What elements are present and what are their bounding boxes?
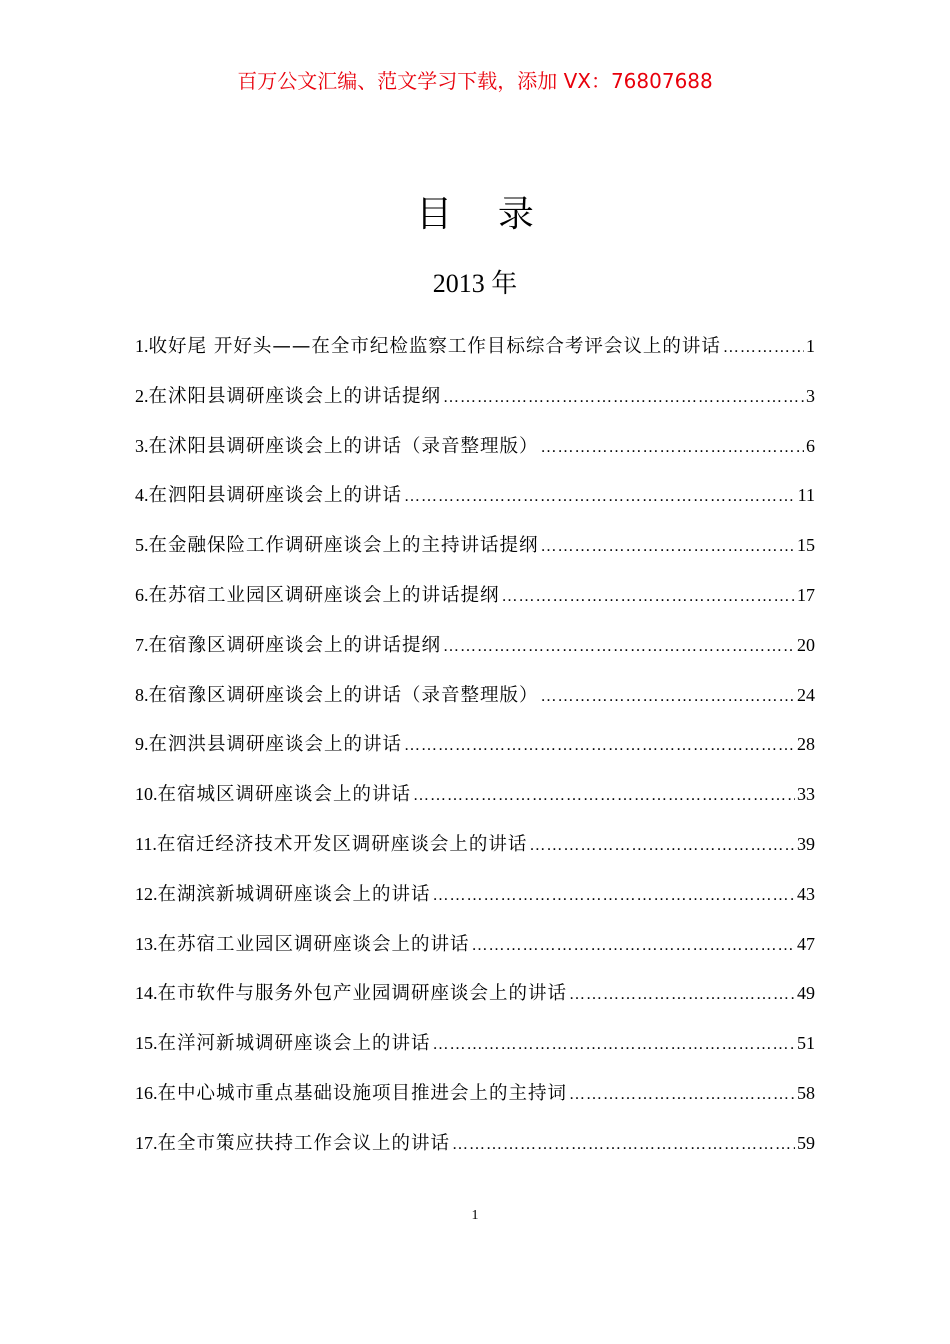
toc-entry[interactable] — [135, 1076, 815, 1126]
toc-entry-title: 在市软件与服务外包产业园调研座谈会上的讲话 — [157, 983, 568, 1005]
toc-entry-number: 14. — [135, 983, 158, 1004]
toc-entry[interactable] — [135, 429, 815, 479]
toc-entry-page: 6 — [806, 435, 815, 456]
toc-entry[interactable] — [135, 678, 815, 728]
toc-entry-page: 1 — [806, 336, 815, 356]
toc-entry-page: 59 — [797, 1132, 815, 1153]
toc-entry-page: 39 — [797, 833, 815, 854]
toc-entry-number: 15. — [135, 1033, 158, 1054]
toc-entry[interactable] — [135, 578, 815, 628]
toc-entry[interactable] — [135, 379, 815, 429]
toc-entry-page: 17 — [797, 584, 815, 605]
page-title: 目 录 — [416, 194, 534, 235]
toc-entry[interactable] — [135, 927, 815, 977]
year-heading: 2013 年 — [432, 269, 518, 298]
dot-leader — [541, 680, 795, 714]
toc-entry-title: 收好尾 开好头——在全市纪检监察工作目标综合考评会议上的讲话 — [148, 336, 721, 357]
toc-entry-page: 33 — [797, 784, 815, 805]
dot-leader — [502, 580, 795, 614]
dot-leader — [443, 630, 795, 664]
toc-entry[interactable] — [135, 1126, 815, 1176]
toc-entry-title: 在沭阳县调研座谈会上的讲话提纲 — [148, 385, 442, 407]
toc-entry-title: 在湖滨新城调研座谈会上的讲话 — [157, 883, 431, 905]
watermark-header: 百万公文汇编、范文学习下载，添加 VX：76807688 — [237, 69, 713, 93]
dot-leader — [569, 978, 795, 1012]
toc-entry-title: 在宿豫区调研座谈会上的讲话提纲 — [148, 634, 442, 656]
dot-leader — [433, 879, 795, 913]
toc-entry-number: 17. — [135, 1132, 158, 1153]
toc-entry-page: 43 — [797, 883, 815, 904]
toc-entry-page: 11 — [797, 485, 815, 506]
toc-entry-number: 2. — [135, 385, 149, 406]
toc-entry-title: 在沭阳县调研座谈会上的讲话（录音整理版） — [148, 435, 539, 457]
dot-leader — [569, 1078, 795, 1112]
toc-entry-number: 9. — [135, 734, 149, 755]
toc-entry-title: 在泗洪县调研座谈会上的讲话 — [148, 734, 403, 756]
dot-leader — [541, 431, 804, 465]
toc-entry-page: 51 — [797, 1033, 815, 1054]
toc-entry[interactable] — [135, 777, 815, 827]
toc-entry-number: 4. — [135, 485, 149, 506]
toc-entry-number: 7. — [135, 634, 149, 655]
dot-leader — [413, 779, 795, 813]
toc-entry-number: 16. — [135, 1082, 158, 1103]
toc-entry-number: 8. — [135, 684, 149, 705]
toc-entry-number: 11. — [135, 833, 157, 854]
toc-entry[interactable] — [135, 329, 815, 379]
toc-entry[interactable] — [135, 528, 815, 578]
dot-leader — [529, 829, 795, 863]
toc-entry-number: 12. — [135, 883, 158, 904]
toc-entry-number: 1. — [135, 336, 149, 356]
dot-leader — [404, 480, 796, 514]
toc-entry[interactable] — [135, 827, 815, 877]
toc-entry[interactable] — [135, 976, 815, 1026]
dot-leader — [541, 530, 795, 564]
toc-entry-title: 在宿迁经济技术开发区调研座谈会上的讲话 — [156, 833, 528, 855]
dot-leader — [404, 729, 795, 763]
toc-entry-title: 在苏宿工业园区调研座谈会上的讲话提纲 — [148, 584, 500, 606]
toc-entry-title: 在金融保险工作调研座谈会上的主持讲话提纲 — [148, 535, 539, 557]
toc-entry[interactable] — [135, 877, 815, 927]
toc-entry-title: 在全市策应扶持工作会议上的讲话 — [157, 1132, 451, 1154]
toc-entry-page: 24 — [797, 684, 815, 705]
toc-entry[interactable] — [135, 628, 815, 678]
table-of-contents — [135, 329, 815, 1176]
toc-entry-page: 49 — [797, 983, 815, 1004]
toc-entry-title: 在宿城区调研座谈会上的讲话 — [157, 784, 412, 806]
toc-entry-page: 47 — [797, 933, 815, 954]
dot-leader — [472, 929, 795, 963]
dot-leader — [443, 381, 804, 415]
dot-leader — [452, 1128, 795, 1162]
toc-entry-title: 在洋河新城调研座谈会上的讲话 — [157, 1033, 431, 1055]
toc-entry-number: 10. — [135, 784, 158, 805]
dot-leader — [433, 1028, 795, 1062]
toc-entry-page: 28 — [797, 734, 815, 755]
toc-entry[interactable] — [135, 478, 815, 528]
toc-entry[interactable] — [135, 727, 815, 777]
toc-entry-title: 在宿豫区调研座谈会上的讲话（录音整理版） — [148, 684, 539, 706]
toc-entry-title: 在中心城市重点基础设施项目推进会上的主持词 — [157, 1082, 568, 1104]
toc-entry-title: 在苏宿工业园区调研座谈会上的讲话 — [157, 933, 470, 955]
toc-entry-number: 13. — [135, 933, 158, 954]
toc-entry-number: 3. — [135, 435, 149, 456]
toc-entry-page: 15 — [797, 535, 815, 556]
toc-entry-page: 20 — [797, 634, 815, 655]
dot-leader — [723, 331, 804, 365]
toc-entry[interactable] — [135, 1026, 815, 1076]
toc-entry-title: 在泗阳县调研座谈会上的讲话 — [148, 485, 403, 507]
toc-entry-page: 3 — [806, 385, 815, 406]
toc-entry-number: 5. — [135, 535, 149, 556]
toc-entry-number: 6. — [135, 584, 149, 605]
toc-entry-page: 58 — [797, 1082, 815, 1103]
page-number: 1 — [471, 1208, 479, 1223]
